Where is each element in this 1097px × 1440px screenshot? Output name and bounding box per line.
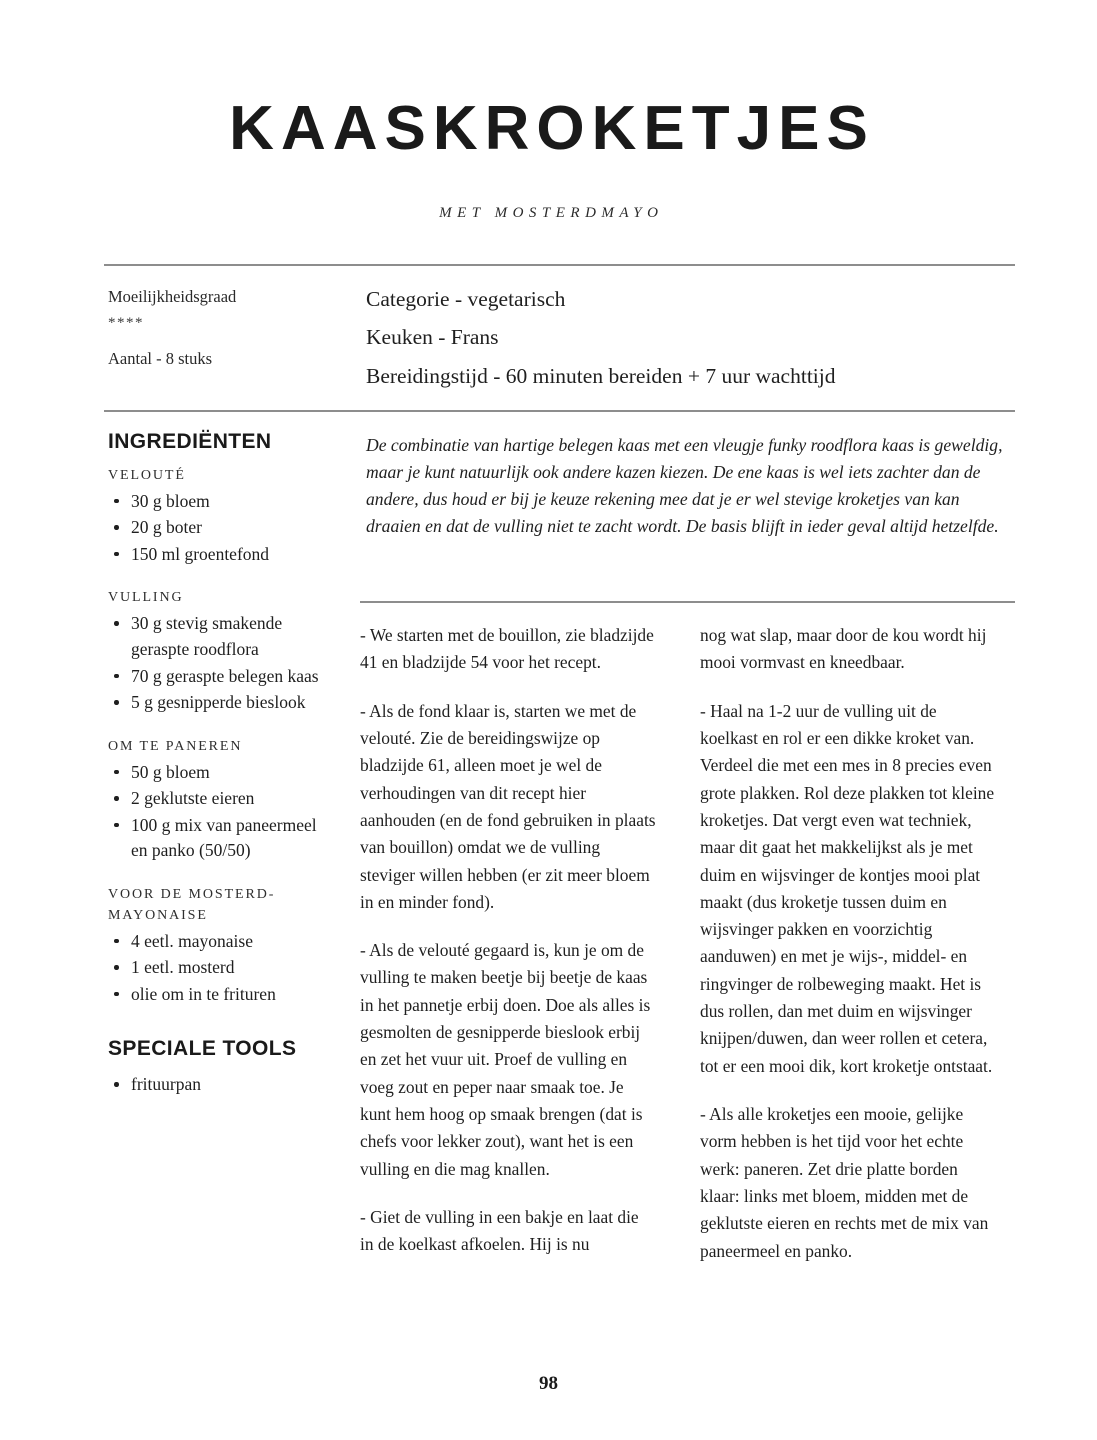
time-value: Bereidingstijd - 60 minuten bereiden + 7 uur wachttijd [366, 363, 836, 388]
list-item: 150 ml groentefond [108, 542, 323, 568]
instructions-column-1 [360, 622, 656, 1259]
list-item: 4 eetl. mayonaise [108, 929, 323, 955]
meta-left [108, 284, 348, 373]
ingredient-group-label: OM TE PANEREN [108, 738, 243, 754]
instruction-step-continuation: nog wat slap, maar door de kou wordt hij mooi vormvast en kneedbaar. [700, 625, 987, 673]
ingredient-group [108, 884, 323, 1008]
difficulty-rating: **** [108, 314, 144, 331]
instructions-column-2 [700, 622, 996, 1265]
special-tools-list [108, 1072, 323, 1098]
list-item: 1 eetl. mosterd [108, 955, 323, 981]
list-item: 100 g mix van paneermeel en panko (50/50) [108, 813, 323, 864]
ingredient-group [108, 465, 323, 568]
page-subtitle: MET MOSTERDMAYO [439, 205, 664, 222]
ingredient-list [108, 611, 323, 715]
meta-spacer [108, 335, 348, 346]
special-tools-block [108, 1037, 323, 1097]
list-item: 5 g gesnipperde bieslook [108, 690, 323, 716]
ingredients-heading: INGREDIËNTEN [108, 430, 272, 453]
list-item: 30 g bloem [108, 489, 323, 515]
special-tools-heading: SPECIALE TOOLS [108, 1037, 297, 1061]
ingredient-group [108, 736, 323, 864]
cuisine-value: Keuken - Frans [366, 325, 499, 350]
ingredient-group-label: VELOUTÉ [108, 467, 186, 483]
divider-instructions [360, 601, 1015, 603]
yield-value: Aantal - 8 stuks [108, 349, 213, 369]
list-item: frituurpan [108, 1072, 323, 1098]
page-title: KAASKROKETJES [229, 94, 875, 163]
list-item: 2 geklutste eieren [108, 786, 323, 812]
page-number: 98 [539, 1373, 558, 1394]
ingredient-list [108, 489, 323, 568]
category-value: Categorie - vegetarisch [366, 287, 566, 311]
instruction-step: - We starten met de bouillon, zie bladzijde 41 en bladzijde 54 voor het recept. [360, 625, 654, 673]
instruction-step: - Haal na 1-2 uur de vulling uit de koelkast en rol er een dikke kroket van. Verdeel die met een mes in 8 precies even grote plakken. Rol deze plakken tot kleine kroketjes. Dat vergt even wat techniek, maar dit gaat het makkelijkst als je met duim en wijsvinger de kontjes mooi plat maakt (dus kroketje tussen duim en wijsvinger pakken en voorzichtig aanduwen) en met je wijs-, middel- en ringvinger de rolbeweging maakt. Het is dus rollen, dan met duim en wijsvinger knijpen/duwen, dan weer rollen et cetera, tot er een mooi dik, kort kroketje ontstaat. [700, 700, 995, 1076]
list-item: olie om in te frituren [108, 982, 323, 1008]
title-block [0, 96, 1097, 222]
list-item: 30 g stevig smakende geraspte roodflora [108, 611, 323, 662]
ingredient-group-label: VOOR DE MOSTERD-MAYONAISE [108, 886, 276, 923]
instruction-step: - Als alle kroketjes een mooie, gelijke vorm hebben is het tijd voor het echte werk: paneren. Zet drie platte borden klaar: links met bloem, midden met de geklutste eieren en rechts met de mix van paneermeel en panko. [700, 1104, 989, 1261]
ingredients-sidebar [108, 430, 323, 1099]
ingredient-group [108, 587, 323, 715]
instruction-step: - Als de velouté gegaard is, kun je om de vulling te maken beetje bij beetje de kaas in het pannetje erbij doen. Doe als alles is gesmolten de gesnipperde bieslook erbij en zet het vuur uit. Proef de vulling en voeg zout en peper naar smaak toe. Je kunt hem hoog op smaak brengen (dat is chefs voor lekker zout), want het is een vulling en die mag knallen. [360, 940, 651, 1179]
meta-right [366, 280, 1016, 395]
ingredient-list [108, 929, 323, 1008]
ingredient-group-label: VULLING [108, 590, 184, 606]
divider-middle [104, 410, 1015, 412]
instruction-step: - Giet de vulling in een bakje en laat die in de koelkast afkoelen. Hij is nu [360, 1206, 639, 1255]
difficulty-label: Moeilijkheidsgraad [108, 287, 237, 306]
intro-paragraph: De combinatie van hartige belegen kaas met een vleugje funky roodflora kaas is geweldig, maar je kunt natuurlijk ook andere kazen kiezen. De ene kaas is wel iets zachter dan de andere, dus houd er bij je keuze rekening mee dat je er wel stevige kroketjes van kan draaien en dat de vulling niet te zacht wordt. De basis blijft in ieder geval altijd hetzelfde. [366, 435, 1003, 537]
instructions [360, 622, 1020, 1322]
list-item: 20 g boter [108, 515, 323, 541]
ingredient-list [108, 760, 323, 864]
instruction-step: - Als de fond klaar is, starten we met de velouté. Zie de bereidingswijze op bladzijde 61, alleen moet je wel de verhoudingen van dit recept hier aanhouden (en de fond gebruiken in plaats van bouillon) omdat we de vulling steviger willen hebben (er zit meer bloem in en minder fond). [360, 700, 656, 912]
list-item: 50 g bloem [108, 760, 323, 786]
list-item: 70 g geraspte belegen kaas [108, 664, 323, 690]
divider-top [104, 264, 1015, 266]
